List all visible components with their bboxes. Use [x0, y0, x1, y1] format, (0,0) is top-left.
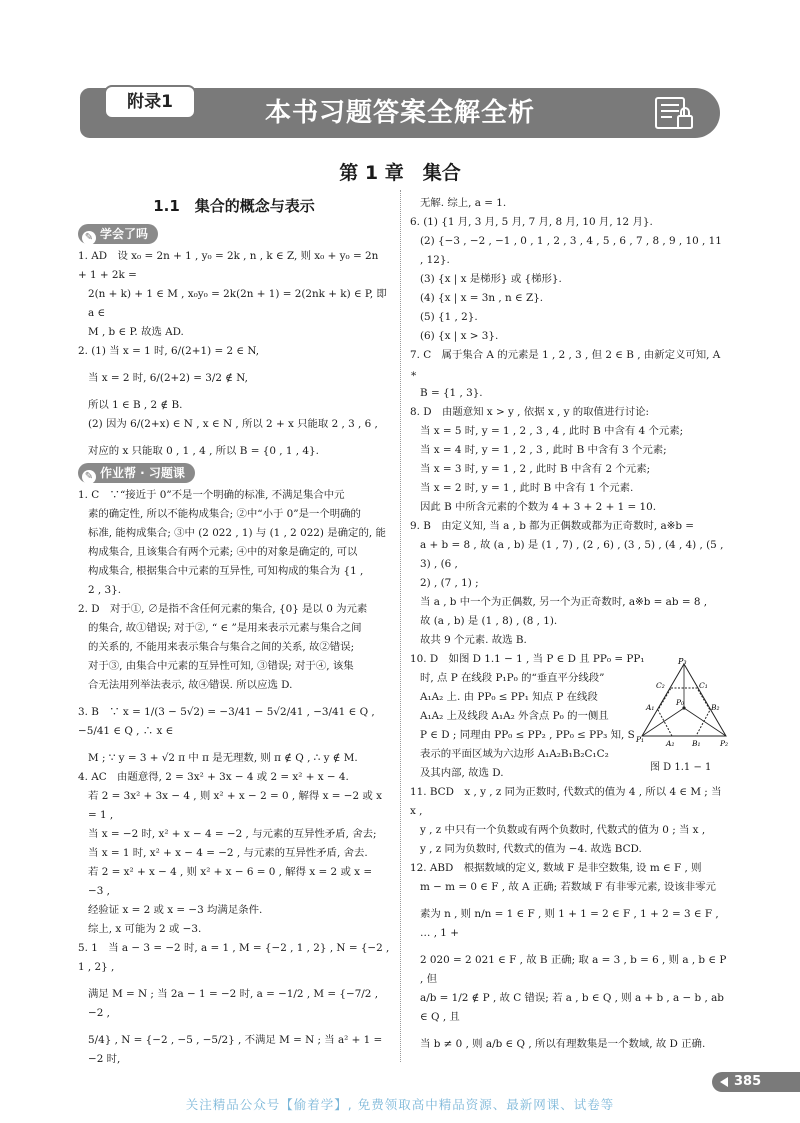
answer-line: (2) 因为 6/(2+x) ∈ N , x ∈ N , 所以 2 + x 只能取 2 , 3 , 6 ,	[88, 418, 378, 430]
answer-line: 4. AC 由题意得, 2 = 3x² + 3x − 4 或 2 = x² + x − 4.	[78, 771, 349, 783]
answer-line: 当 a , b 中一个为正偶数, 另一个为正奇数时, a※b = ab = 8 ,	[420, 596, 708, 608]
answer-line: 及其内部, 故选 D.	[420, 767, 504, 779]
appendix-tab: 附录1	[104, 85, 196, 119]
answer-line: 故 (a , b) 是 (1 , 8) , (8 , 1).	[420, 615, 558, 627]
figure-label: A₂	[666, 739, 675, 748]
answer-line: 5/4} , N = {−2 , −5 , −5/2} , 不满足 M = N ; 当 a² + 1 = −2 时,	[88, 1034, 383, 1065]
figure-label: P₁	[636, 735, 645, 744]
answer-line: 1. AD 设 x₀ = 2n + 1 , y₀ = 2k , n , k ∈ Z, 则 x₀ + y₀ = 2n + 1 + 2k =	[78, 250, 379, 281]
answer-line: 7. C 属于集合 A 的元素是 1 , 2 , 3 , 但 2 ∈ B , 由新定义可知, A ∗	[410, 349, 721, 380]
answer-line: 6. (1) {1 月, 3 月, 5 月, 7 月, 8 月, 10 月, 12 月}.	[410, 216, 653, 228]
pencil-circle-icon: ✎	[82, 231, 96, 245]
answer-line: 时, 点 P 在线段 P₁P₀ 的“垂直平分线段”	[420, 672, 605, 684]
answer-line: 当 b ≠ 0 , 则 a/b ∈ Q , 所以有理数集是一个数域, 故 D 正确.	[420, 1038, 706, 1050]
answer-line: 1. C ∵“接近于 0”不是一个明确的标准, 不满足集合中元	[78, 489, 345, 501]
answer-line: 8. D 由题意知 x > y , 依据 x , y 的取值进行讨论:	[410, 406, 650, 418]
answer-line: 对于③, 由集合中元素的互异性可知, ③错误; 对于④, 该集	[88, 660, 354, 672]
badge-label: 学会了吗	[100, 227, 149, 241]
figure-label: P₃	[678, 657, 687, 666]
figure-label: C₁	[699, 681, 708, 690]
figure-label: P₀	[676, 698, 685, 707]
answer-line: 当 x = 2 时, y = 1 , 此时 B 中含有 1 个元素.	[420, 482, 634, 494]
answer-line: 2. (1) 当 x = 1 时, 6/(2+1) = 2 ∈ N,	[78, 345, 260, 357]
answer-line: 无解. 综上, a = 1.	[420, 197, 507, 209]
answer-line: 标准, 能构成集合; ③中 (2 022 , 1) 与 (1 , 2 022) 是确定的, 能	[88, 527, 386, 539]
footer-promo: 关注精品公众号【偷着学】, 免费领取高中精品资源、最新网课、试卷等	[185, 1097, 615, 1112]
answer-line: 9. B 由定义知, 当 a , b 都为正偶数或都为正奇数时, a※b =	[410, 520, 695, 532]
appendix-header	[80, 88, 720, 138]
answer-line: 10. D 如图 D 1.1 − 1 , 当 P ∈ D 且 PP₀ = PP₁	[410, 653, 645, 665]
answer-line: (4) {x | x = 3n , n ∈ Z}.	[420, 292, 544, 304]
answer-line: 构成集合, 根据集合中元素的互异性, 可知构成的集合为 {1 ,	[88, 565, 364, 577]
answer-line: (3) {x | x 是梯形} 或 {梯形}.	[420, 273, 562, 285]
answer-line: (2) {−3 , −2 , −1 , 0 , 1 , 2 , 3 , 4 , 5 , 6 , 7 , 8 , 9 , 10 , 11 , 12}.	[420, 235, 722, 266]
answer-line: m − m = 0 ∈ F , 故 A 正确; 若数域 F 有非零元素, 设该非零元	[420, 881, 716, 893]
answer-line: M ; ∵ y = 3 + √2 π 中 π 是无理数, 则 π ∉ Q , ∴ y ∉ M.	[88, 752, 358, 764]
figure-label: B₁	[692, 739, 701, 748]
answer-line: 对应的 x 只能取 0 , 1 , 4 , 所以 B = {0 , 1 , 4}.	[88, 445, 319, 457]
answer-line: y , z 中只有一个负数或有两个负数时, 代数式的值为 0 ; 当 x ,	[420, 824, 706, 836]
answer-line: (5) {1 , 2}.	[420, 311, 478, 323]
answer-line: 2) , (7 , 1) ;	[420, 577, 479, 589]
answer-line: 素为 n , 则 n/n = 1 ∈ F , 则 1 + 1 = 2 ∈ F , 1 + 2 = 3 ∈ F , … , 1 +	[420, 908, 719, 939]
answer-line: 若 2 = x² + x − 4 , 则 x² + x − 6 = 0 , 解得 x = 2 或 x = −3 ,	[88, 866, 373, 897]
pencil-circle-icon: ✎	[82, 470, 96, 484]
answer-line: 合无法用列举法表示, 故④错误. 所以应选 D.	[88, 679, 293, 691]
answer-line: 的关系的, 不能用来表示集合与集合之间的关系, 故②错误;	[88, 641, 355, 653]
figure-label: C₂	[656, 681, 665, 690]
answer-line: 12. ABD 根据数域的定义, 数域 F 是非空数集, 设 m ∈ F , 则	[410, 862, 702, 874]
banner-title: 本书习题答案全解全析	[264, 98, 535, 128]
answer-line: 当 x = 2 时, 6/(2+2) = 3/2 ∉ N,	[88, 372, 248, 384]
answer-line: a + b = 8 , 故 (a , b) 是 (1 , 7) , (2 , 6) , (3 , 5) , (4 , 4) , (5 , 3) , (6 ,	[420, 539, 724, 570]
figure-caption: 图 D 1.1 − 1	[650, 762, 712, 773]
figure-label: B₂	[711, 703, 720, 712]
answer-line: 当 x = 4 时, y = 1 , 2 , 3 , 此时 B 中含有 3 个元素;	[420, 444, 667, 456]
column-divider	[400, 190, 401, 1062]
answer-line: 的集合, 故①错误; 对于②, “ ∈ ”是用来表示元素与集合之间	[88, 622, 362, 634]
answer-line: 故共 9 个元素. 故选 B.	[420, 634, 527, 646]
answer-line: 当 x = 3 时, y = 1 , 2 , 此时 B 中含有 2 个元素;	[420, 463, 651, 475]
answer-line: M , b ∈ P. 故选 AD.	[88, 326, 184, 338]
answer-line: 构成集合, 且该集合有两个元素; ④中的对象是确定的, 可以	[88, 546, 358, 558]
answer-line: A₁A₂ 上. 由 PP₀ ≤ PP₁ 知点 P 在线段	[420, 691, 598, 703]
answer-line: 素的确定性, 所以不能构成集合; ②中“小于 0”是一个明确的	[88, 508, 361, 520]
answer-line: 2 , 3}.	[88, 584, 122, 596]
answer-line: a/b = 1/2 ∉ P , 故 C 错误; 若 a , b ∈ Q , 则 a + b , a − b , ab ∈ Q , 且	[420, 992, 724, 1023]
answer-line: 11. BCD x , y , z 同为正数时, 代数式的值为 4 , 所以 4 ∈ M ; 当 x ,	[410, 786, 722, 817]
answer-line: 当 x = 5 时, y = 1 , 2 , 3 , 4 , 此时 B 中含有 4 个元素;	[420, 425, 684, 437]
answer-line: A₁A₂ 上及线段 A₁A₂ 外含点 P₀ 的一侧且	[420, 710, 609, 722]
figure-label: A₁	[646, 703, 655, 712]
answer-line: 经验证 x = 2 或 x = −3 均满足条件.	[88, 904, 263, 916]
answer-line: P ∈ D ; 同理由 PP₀ ≤ PP₂ , PP₀ ≤ PP₃ 知, S	[420, 729, 635, 741]
chapter-title: 第 1 章 集合	[339, 162, 461, 184]
arrow-left-icon	[720, 1077, 728, 1087]
answer-line: B = {1 , 3}.	[420, 387, 483, 399]
answer-line: (6) {x | x > 3}.	[420, 330, 499, 342]
answer-line: 所以 1 ∈ B , 2 ∉ B.	[88, 399, 183, 411]
answer-line: 满足 M = N ; 当 2a − 1 = −2 时, a = −1/2 , M = {−7/2 , −2 ,	[88, 988, 379, 1019]
figure-label: P₂	[720, 739, 729, 748]
right-column	[410, 194, 728, 1054]
answer-line: 当 x = −2 时, x² + x − 4 = −2 , 与元素的互异性矛盾, 舍去;	[88, 828, 377, 840]
document-lock-icon	[652, 94, 696, 132]
badge-learned	[78, 224, 158, 244]
hexagon-figure	[638, 658, 730, 758]
answer-line: 3. B ∵ x = 1/(3 − 5√2) = −3/41 − 5√2/41 , −3/41 ∈ Q , −5/41 ∈ Q , ∴ x ∈	[78, 706, 375, 737]
answer-line: 2. D 对于①, ∅是指不含任何元素的集合, {0} 是以 0 为元素	[78, 603, 368, 615]
answer-line: 当 x = 1 时, x² + x − 4 = −2 , 与元素的互异性矛盾, 舍去.	[88, 847, 368, 859]
left-column	[78, 194, 390, 1069]
answer-line: 2 020 = 2 021 ∈ F , 故 B 正确; 取 a = 3 , b = 6 , 则 a , b ∈ P , 但	[420, 954, 727, 985]
answer-line: 因此 B 中所含元素的个数为 4 + 3 + 2 + 1 = 10.	[420, 501, 657, 513]
badge-homework	[78, 463, 195, 483]
page-number-tab	[712, 1072, 800, 1092]
answer-line: 表示的平面区域为六边形 A₁A₂B₁B₂C₁C₂	[420, 748, 609, 760]
answer-line: 综上, x 可能为 2 或 −3.	[88, 923, 202, 935]
answer-line: 若 2 = 3x² + 3x − 4 , 则 x² + x − 2 = 0 , 解得 x = −2 或 x = 1 ,	[88, 790, 382, 821]
answer-line: 5. 1 当 a − 3 = −2 时, a = 1 , M = {−2 , 1 , 2} , N = {−2 , 1 , 2} ,	[78, 942, 390, 973]
answer-line: y , z 同为负数时, 代数式的值为 −4. 故选 BCD.	[420, 843, 642, 855]
answer-line: 2(n + k) + 1 ∈ M , x₀y₀ = 2k(2n + 1) = 2(2nk + k) ∈ P, 即 a ∈	[88, 288, 387, 319]
badge-label: 作业帮 · 习题课	[100, 466, 185, 480]
page-number: 385	[734, 1074, 762, 1089]
section-title: 1.1 集合的概念与表示	[153, 197, 315, 215]
